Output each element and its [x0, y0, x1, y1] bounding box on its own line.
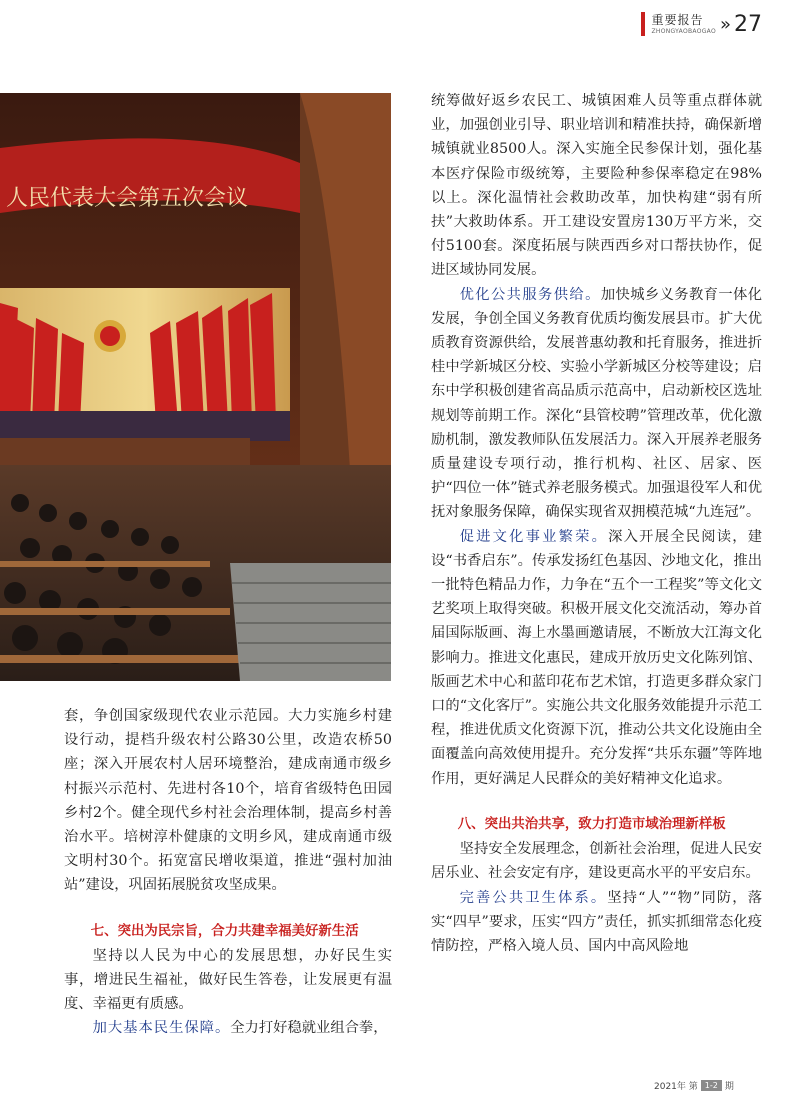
banner-text: 人民代表大会第五次会议: [6, 186, 249, 211]
paragraph-lead: 促进文化事业繁荣。: [459, 528, 609, 545]
paragraph-body: 坚持“人”“物”同防，落实“四早”要求，压实“四方”责任，抓实抓细常态化疫情防控，严格入境人员、国内中高风险地: [431, 889, 762, 954]
paragraph-lead: 优化公共服务供给。: [459, 286, 601, 303]
page-header: [641, 10, 762, 38]
issue-badge: 1-2: [701, 1080, 722, 1091]
chevron-icon: »: [719, 13, 731, 35]
paragraph-lead: 加大基本民生保障。: [92, 1020, 231, 1037]
paragraph-body: 全力打好稳就业组合拳，: [230, 1020, 388, 1037]
paragraph-lead: 完善公共卫生体系。: [459, 889, 608, 906]
paragraph: 套，争创国家级现代农业示范园。大力实施乡村建设行动，提档升级农村公路30公里，改造农桥50座；深入开展农村人居环境整治，建成南通市级乡村振兴示范村、先进村各10个，培育省级特色田园乡村2个。健全现代乡村社会治理体制，提高乡村善治水平。培树淳朴健康的文明乡风，建成南通市级文明村30个。拓宽富民增收渠道，推进“强村加油站”建设，巩固拓展脱贫攻坚成果。: [64, 708, 392, 894]
paragraph: [431, 525, 762, 791]
header-text: [651, 14, 716, 35]
paragraph: 坚持安全发展理念，创新社会治理，促进人民安居乐业、社会安定有序，建设更高水平的平安启东。: [431, 841, 762, 882]
spacer: [431, 791, 762, 813]
page-number: 27: [734, 11, 762, 37]
footer-suffix: 期: [724, 1082, 734, 1092]
section-title: 重要报告: [651, 12, 704, 27]
page-footer: [654, 1079, 734, 1092]
paragraph: [431, 886, 762, 959]
left-column: [64, 704, 392, 1041]
section-heading-7: 七、突出为民宗旨，合力共建幸福美好新生活: [90, 923, 359, 939]
section-pinyin: ZHONGYAOBAOGAO: [651, 27, 716, 35]
paragraph: 坚持以人民为中心的发展思想，办好民生实事，增进民生福祉，做好民生答卷，让发展更有温度、幸福更有质感。: [64, 947, 392, 1013]
congress-photo: [0, 93, 391, 681]
paragraph: [431, 283, 762, 525]
paragraph: 统筹做好返乡农民工、城镇困难人员等重点群体就业，加强创业引导、职业培训和精准扶持，确保新增城镇就业8500人。深入实施全民参保计划，强化基本医疗保险市级统筹，主要险种参保率稳定在98%以上。深化温情社会救助改革，加快构建“弱有所扶”大救助体系。开工建设安置房130万平方米，交付5100套。深度拓展与陕西西乡对口帮扶协作，促进区域协同发展。: [431, 93, 762, 279]
right-column: [431, 89, 762, 958]
paragraph: [64, 1016, 392, 1040]
section-heading-8: 八、突出共治共享，致力打造市域治理新样板: [457, 816, 726, 832]
paragraph-body: 加快城乡义务教育一体化发展，争创全国义务教育优质均衡发展县市。扩大优质教育资源供给，发展普惠幼教和托育服务，推进折桂中学新城区分校、实验小学新城区分校等建设；启东中学积极创建省高品质示范高中，启动新校区选址规划等前期工作。深化“县管校聘”管理改革，优化激励机制，激发教师队伍发展活力。深入开展养老服务质量建设专项行动，推行机构、社区、居家、医护“四位一体”链式养老服务模式。加强退役军人和优抚对象服务保障，确保实现省双拥模范城“九连冠”。: [431, 286, 763, 521]
header-accent-bar: [641, 12, 645, 36]
spacer: [64, 898, 392, 920]
footer-year: 2021年 第: [654, 1082, 698, 1092]
paragraph-body: 深入开展全民阅读，建设“书香启东”。传承发扬红色基因、沙地文化，推出一批特色精品力作，力争在“五个一工程奖”等文化文艺奖项上取得突破。积极开展文化交流活动，筹办首届国际版画、海上水墨画邀请展，不断放大江海文化影响力。推进文化惠民，建成开放历史文化陈列馆、版画艺术中心和蓝印花布艺术馆，打造更多群众家门口的“文化客厅”。实施公共文化服务效能提升示范工程，推进优质文化资源下沉，推动公共文化设施由全面覆盖向高效使用提升。充分发挥“共乐东疆”等阵地作用，更好满足人民群众的美好精神文化追求。: [431, 528, 763, 787]
